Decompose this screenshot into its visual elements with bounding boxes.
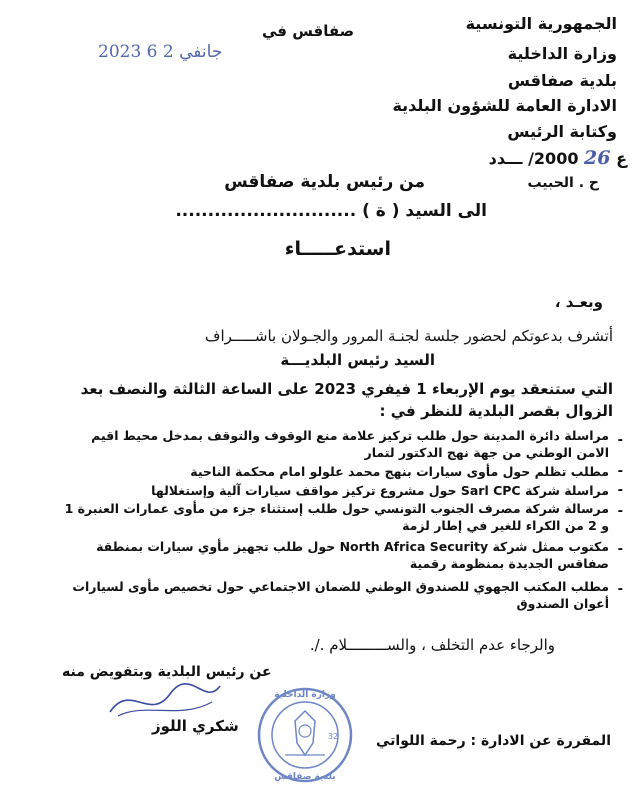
header-department: الادارة العامة للشؤون البلدية [392, 96, 617, 115]
agenda-item: مراسلة دائرة المدينة حول طلب تركيز علامة منع الوقوف والتوقف بمدخل محيط اقيم الامن الوطني من جهة نهج الدكتور لتمار [91, 428, 609, 460]
greeting: وبعـد ، [554, 293, 603, 311]
header-republic: الجمهورية التونسية [465, 14, 617, 33]
header-municipality: بلدية صفاقس [507, 71, 617, 90]
body-line-2: السيد رئيس البلديـــة [280, 351, 435, 369]
body-line-4: الزوال بقصر البلدية للنظر في : [379, 402, 613, 420]
ref-year: 2000/ [528, 149, 579, 168]
seal-number: 32 [327, 732, 339, 741]
closing-line: والرجاء عدم التخلف ، والســـــــــلام ./. [309, 636, 555, 654]
body-line-3: التي ستنعقد يوم الإربعاء 1 فيفري 2023 على الساعة الثالثة والنصف بعد [80, 380, 613, 398]
header-office: وكتابة الرئيس [507, 122, 617, 141]
to-line: الى السيد ( ة ) ............................ [175, 201, 487, 221]
official-seal-icon [255, 685, 355, 785]
date-stamp: 2023 جانفي 2 6 [98, 42, 223, 62]
seal-top-text: وزارة الداخلية [274, 690, 336, 700]
handwritten-signature-icon [100, 672, 230, 732]
place-city: صفاقس في [262, 22, 355, 40]
agenda-item: مطلب المكتب الجهوي للصندوق الوطني للضمان الاجتماعي حول تخصيص مأوى لسيارات أعوان الصندوق [72, 579, 609, 611]
signature-name: شكري اللوز [152, 717, 239, 735]
rapporteur-line: المقررة عن الادارة : رحمة اللواتي [375, 733, 611, 749]
agenda-item: مراسلة شركة Sarl CPC حول مشروع تركيز مواقف سيارات آلية وإستغلالها [151, 483, 609, 498]
reference-line [489, 147, 627, 169]
ref-number-handwritten: 26 [584, 147, 611, 169]
from-line: من رئيس بلدية صفاقس [224, 172, 425, 192]
initials: ح . الحبيب [527, 175, 599, 191]
header-ministry: وزارة الداخلية [507, 44, 617, 63]
agenda-item: مرسالة شركة مصرف الجنوب التونسي حول طلب إستثناء جزء من مأوى عمارات العنبرة 1 و 2 من الكراء للغير في إطار لزمة [64, 501, 609, 533]
ref-prefix: ع [616, 149, 627, 168]
agenda-item: مكتوب ممثل شركة North Africa Security حول طلب تجهيز مأوي سيارات بمنطقة صفاقس الجديدة بمنظومة رقمية [96, 539, 609, 571]
agenda-item: مطلب تظلم حول مأوى سيارات بنهج محمد علولو امام محكمة الناحية [190, 464, 609, 479]
ref-suffix: ـــدد [488, 149, 523, 168]
signature-delegation: عن رئيس البلدية وبتفويض منه [62, 664, 272, 680]
body-line-1: أتشرف بدعوتكم لحضور جلسة لجنـة المرور والجـولان باشـــــراف [204, 327, 613, 345]
document-title: استدعـــــاء [284, 238, 391, 260]
seal-bottom-text: بلدية صفاقس [274, 772, 336, 782]
